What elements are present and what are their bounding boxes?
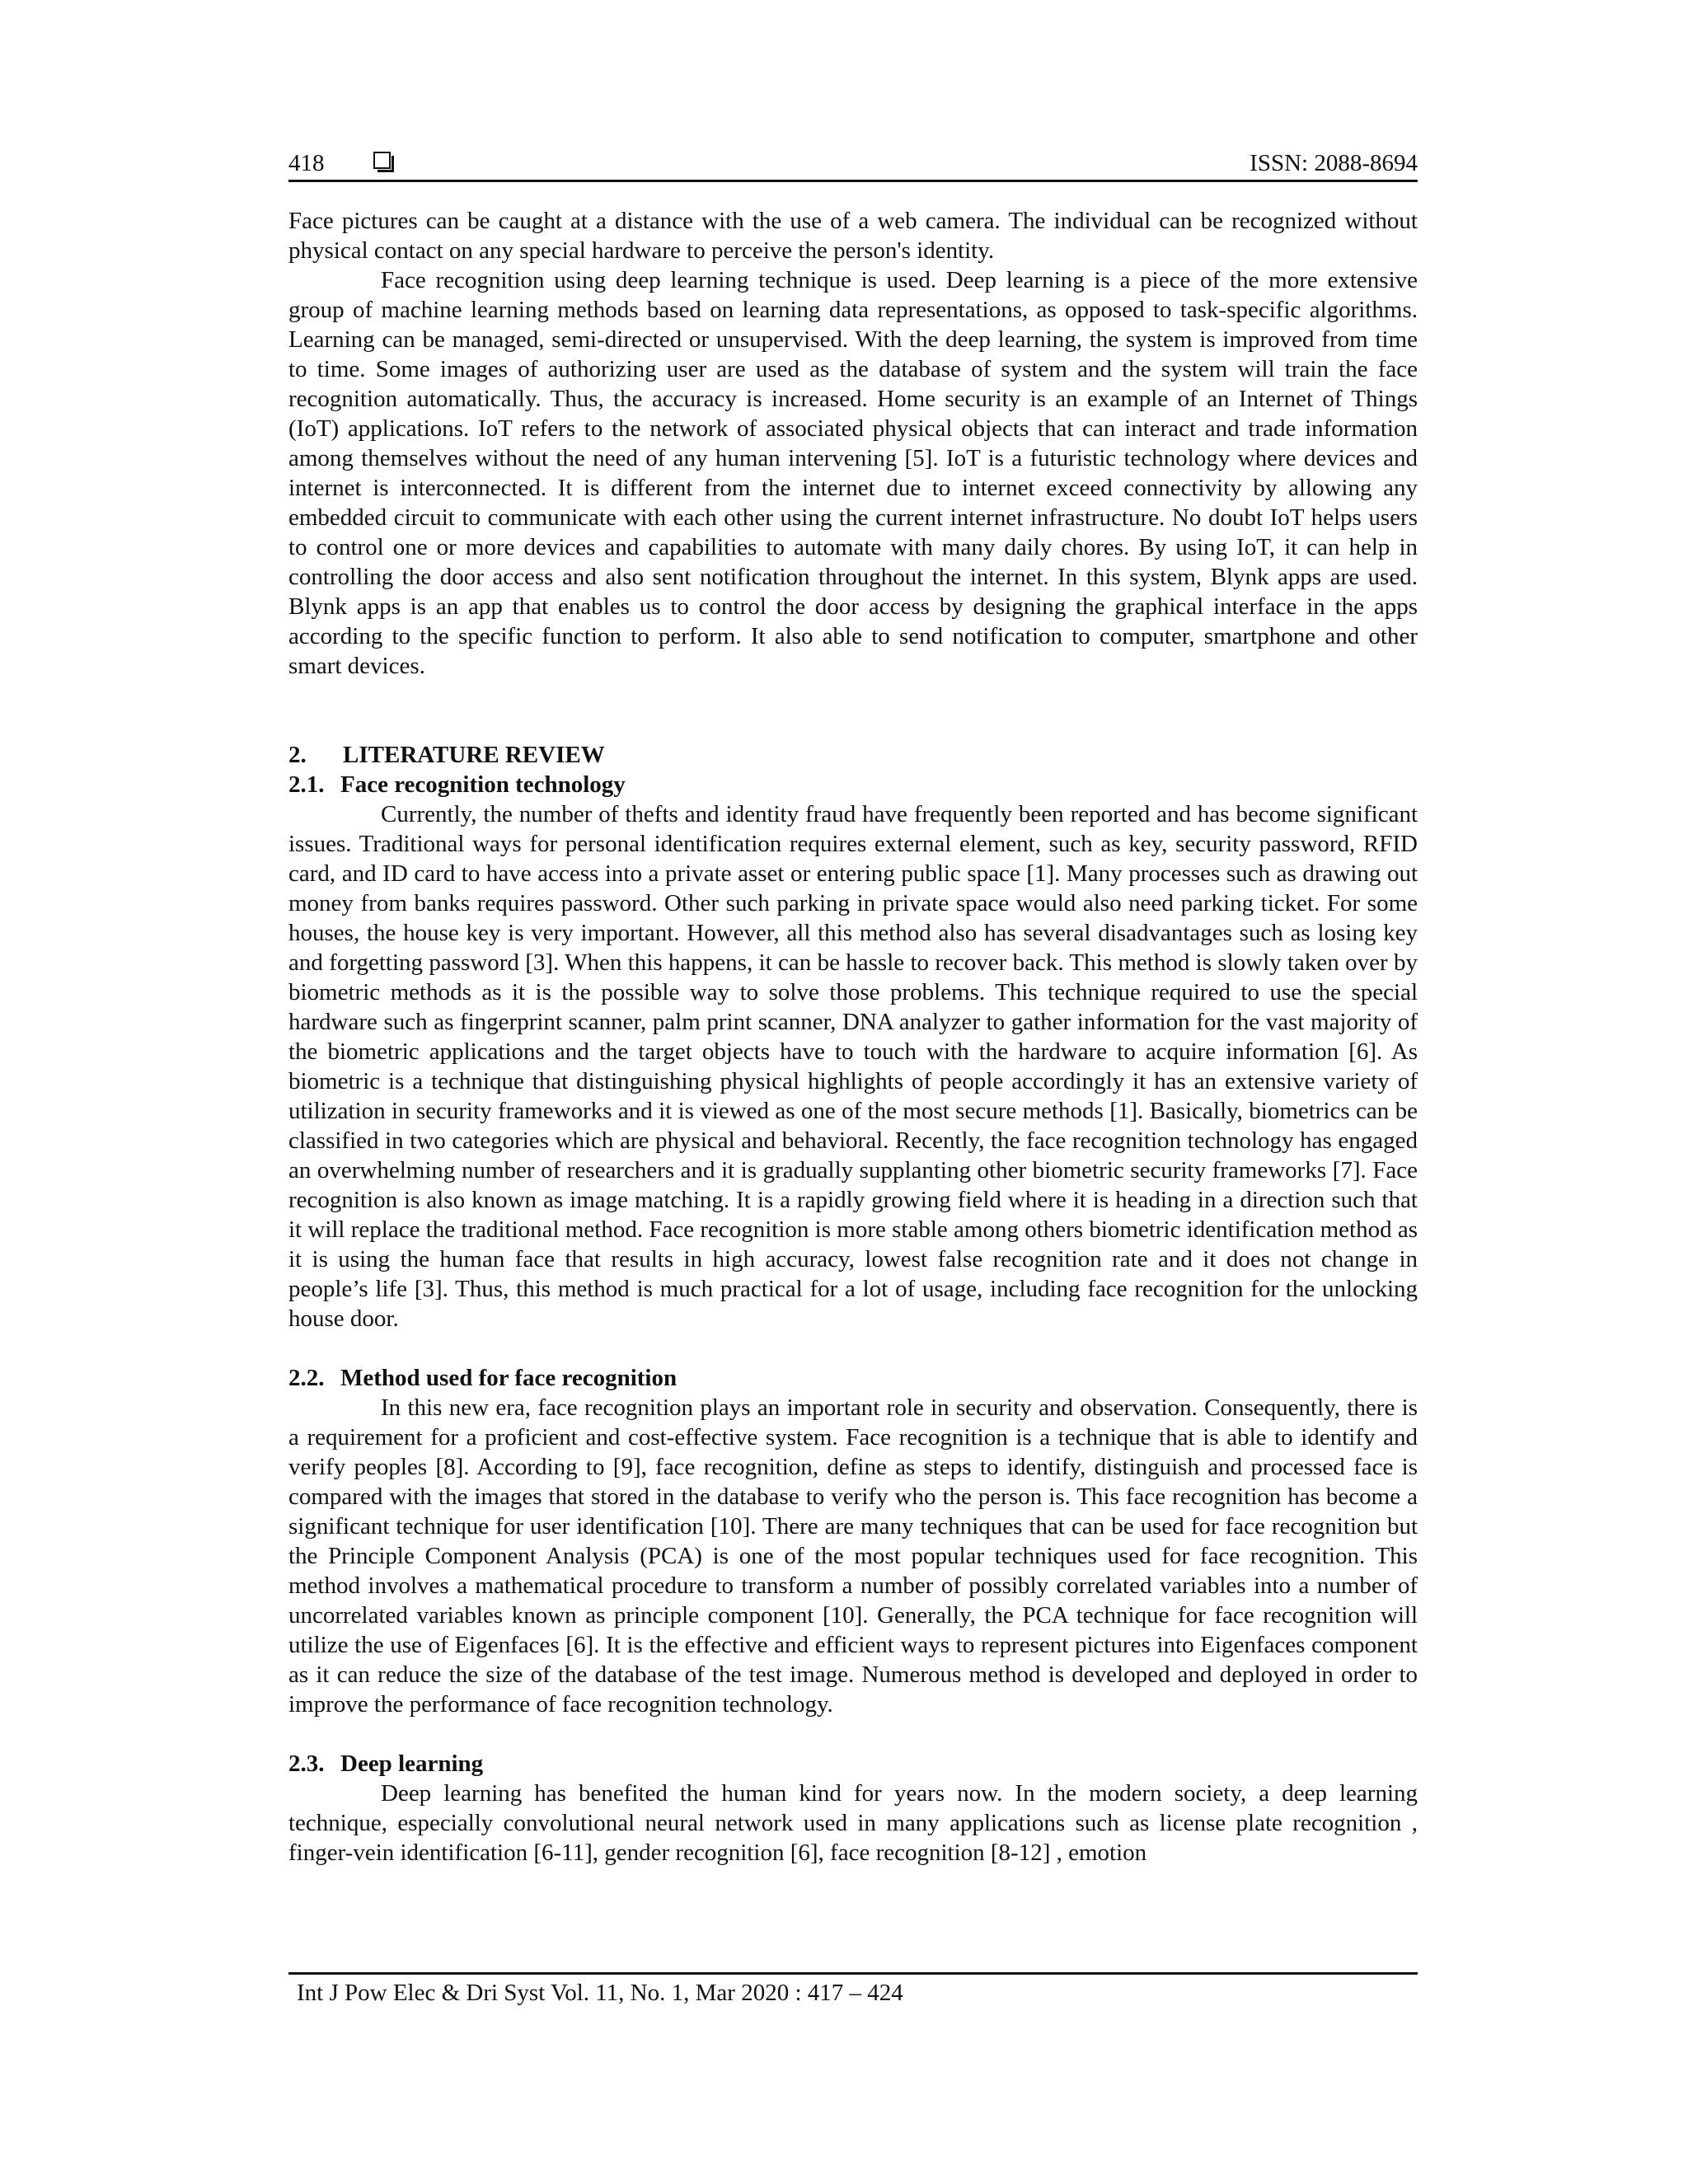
subsection-2-3-paragraph: Deep learning has benefited the human kind for years now. In the modern society, a deep learning technique, especially convolutional neural network used in many applications such as license plate recognition , finger-vein identification [6-11], gender recognition [6], face recognition [8-12] , emotion: [288, 1780, 1418, 1866]
issn-label: ISSN: 2088-8694: [1250, 150, 1418, 176]
header-rule: [288, 180, 1418, 182]
page-header: [288, 145, 1418, 185]
footer-citation: Int J Pow Elec & Dri Syst Vol. 11, No. 1, Mar 2020 : 417 – 424: [297, 1980, 903, 2006]
subsection-heading-2-1: [288, 770, 1418, 799]
intro-deep-learning-paragraph: Face recognition using deep learning technique is used. Deep learning is a piece of the more extensive group of machine learning methods based on learning data representations, as opposed to task-specific algorithms. Learning can be managed, semi-directed or unsupervised. With the deep learning, the system is improved from time to time. Some images of authorizing user are used as the database of system and the system will train the face recognition automatically. Thus, the accuracy is increased. Home security is an example of an Internet of Things (IoT) applications. IoT refers to the network of associated physical objects that can interact and trade information among themselves without the need of any human intervening [5]. IoT is a futuristic technology where devices and internet is interconnected. It is different from the internet due to internet exceed connectivity by allowing any embedded circuit to communicate with each other using the current internet infrastructure. No doubt IoT helps users to control one or more devices and capabilities to automate with many daily chores. By using IoT, it can help in controlling the door access and also sent notification throughout the internet. In this system, Blynk apps are used. Blynk apps is an app that enables us to control the door access by designing the graphical interface in the apps according to the specific function to perform. It also able to send notification to computer, smartphone and other smart devices.: [288, 267, 1418, 679]
section-spacer: [288, 681, 1418, 740]
subsection-title: Method used for face recognition: [340, 1365, 678, 1391]
subsection-2-1-paragraph: Currently, the number of thefts and identity fraud have frequently been reported and has become significant issues. Traditional ways for personal identification requires external element, such as key, security password, RFID card, and ID card to have access into a private asset or entering public space [1]. Many processes such as drawing out money from banks requires password. Other such parking in private space would also need parking ticket. For some houses, the house key is very important. However, all this method also has several disadvantages such as losing key and forgetting password [3]. When this happens, it can be hassle to recover back. This method is slowly taken over by biometric methods as it is the possible way to solve those problems. This technique required to use the special hardware such as fingerprint scanner, palm print scanner, DNA analyzer to gather information for the vast majority of the biometric applications and the target objects have to touch with the hardware to acquire information [6]. As biometric is a technique that distinguishing physical highlights of people accordingly it has an extensive variety of utilization in security frameworks and it is viewed as one of the most secure methods [1]. Basically, biometrics can be classified in two categories which are physical and behavioral. Recently, the face recognition technology has engaged an overwhelming number of researchers and it is gradually supplanting other biometric security frameworks [7]. Face recognition is also known as image matching. It is a rapidly growing field where it is heading in a direction such that it will replace the traditional method. Face recognition is more stable among others biometric identification method as it is using the human face that results in high accuracy, lowest false recognition rate and it does not change in people’s life [3]. Thus, this method is much practical for a lot of usage, including face recognition for the unlocking house door.: [288, 801, 1418, 1332]
square-box-icon: [373, 152, 391, 169]
intro-continuation-paragraph: Face pictures can be caught at a distance with the use of a web camera. The individual can be recognized without physical contact on any special hardware to perceive the person's identity.: [288, 208, 1418, 264]
section-number: 2.: [288, 742, 307, 768]
subsection-spacer: [288, 1333, 1418, 1363]
subsection-title: Face recognition technology: [340, 771, 626, 798]
subsection-number: 2.2.: [288, 1365, 325, 1391]
subsection-title: Deep learning: [340, 1750, 484, 1777]
page-number: 418: [288, 150, 325, 176]
subsection-number: 2.3.: [288, 1750, 325, 1777]
section-heading-literature-review: [288, 740, 1418, 770]
subsection-heading-2-3: [288, 1749, 1418, 1779]
subsection-heading-2-2: [288, 1363, 1418, 1393]
subsection-2-2-paragraph: In this new era, face recognition plays an important role in security and observation. Consequently, there is a requirement for a proficient and cost-effective system. Face recognition is a technique that is able to identify and verify peoples [8]. According to [9], face recognition, define as steps to identify, distinguish and processed face is compared with the images that stored in the database to verify who the person is. This face recognition has become a significant technique for user identification [10]. There are many techniques that can be used for face recognition but the Principle Component Analysis (PCA) is one of the most popular techniques used for face recognition. This method involves a mathematical procedure to transform a number of possibly correlated variables into a number of uncorrelated variables known as principle component [10]. Generally, the PCA technique for face recognition will utilize the use of Eigenfaces [6]. It is the effective and efficient ways to represent pictures into Eigenfaces component as it can reduce the size of the database of the test image. Numerous method is developed and deployed in order to improve the performance of face recognition technology.: [288, 1394, 1418, 1718]
section-title: LITERATURE REVIEW: [343, 742, 605, 768]
subsection-number: 2.1.: [288, 771, 325, 798]
subsection-spacer: [288, 1719, 1418, 1749]
footer-rule: [288, 1972, 1418, 1975]
article-body: [288, 206, 1418, 1868]
